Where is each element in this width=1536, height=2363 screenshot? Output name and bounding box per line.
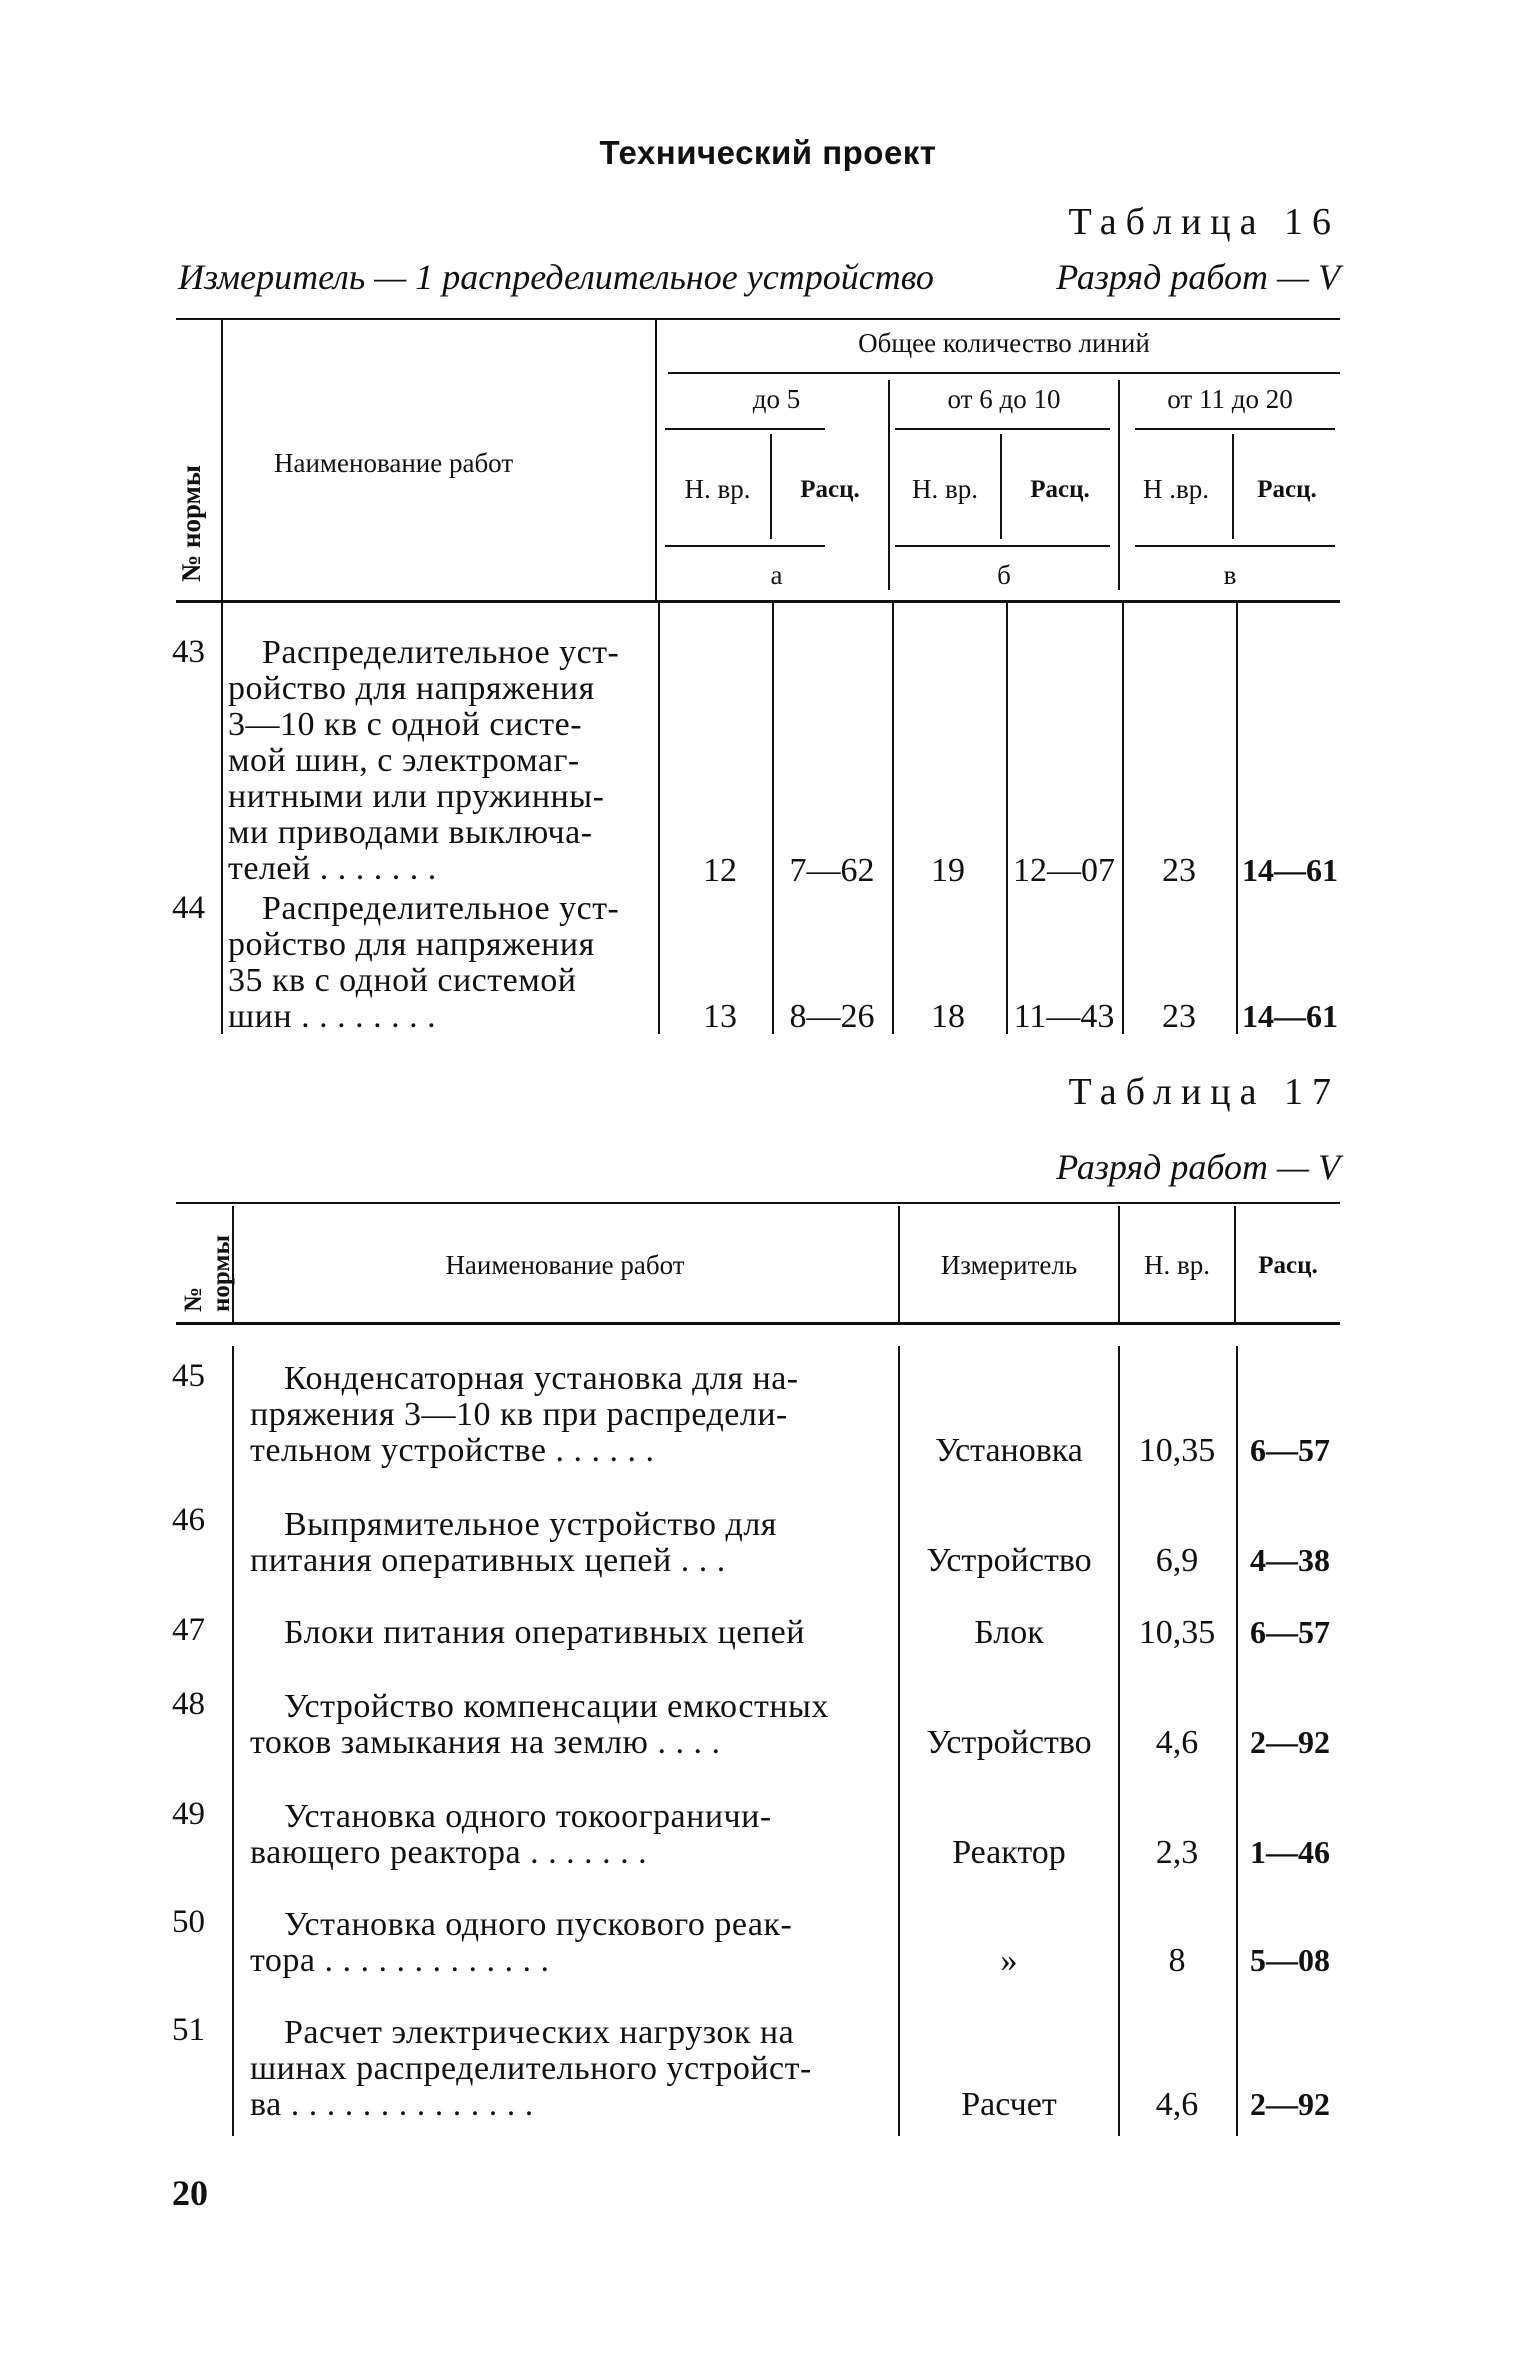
row-number: 46	[172, 1502, 205, 1538]
table16-measure: Измеритель — 1 распределительное устройство	[178, 257, 934, 297]
row-desc-line: Установка одного токоограничи-	[284, 1798, 772, 1835]
value-rate-b: 12—07	[1013, 852, 1115, 889]
row-nvr: 4,6	[1155, 2086, 1199, 2123]
table16-grade: Разряд работ — V	[1056, 257, 1340, 297]
row-rate: 6—57	[1250, 1432, 1330, 1468]
table16-col-name: Наименование работ	[274, 448, 514, 478]
row-desc-line: 3—10 кв с одной систе-	[228, 706, 583, 743]
row-nvr: 4,6	[1155, 1724, 1199, 1761]
table17-col-name: Наименование работ	[445, 1250, 685, 1280]
row-desc-line: пряжения 3—10 кв при распредели-	[250, 1396, 788, 1433]
group-c-h1: Н .вр.	[1143, 474, 1209, 504]
row-desc-line: тельном устройстве . . . . . .	[250, 1432, 655, 1469]
row-desc-line: тора . . . . . . . . . . . . .	[250, 1942, 550, 1979]
row-rate: 2—92	[1250, 2086, 1330, 2122]
row-desc-line: мой шин, с электромаг-	[228, 742, 580, 779]
value-rate-a: 8—26	[789, 998, 875, 1035]
row-nvr: 6,9	[1155, 1542, 1199, 1579]
value-rate-c: 14—61	[1242, 998, 1338, 1034]
page-title: Технический проект	[599, 134, 937, 171]
row-desc-line: Устройство компенсации емкостных	[284, 1688, 829, 1725]
row-desc-line: ва . . . . . . . . . . . . . .	[250, 2086, 534, 2123]
row-desc-line: питания оперативных цепей . . .	[250, 1542, 726, 1579]
row-nvr: 2,3	[1155, 1834, 1199, 1871]
row-number: 51	[172, 2012, 205, 2048]
row-number: 43	[172, 634, 205, 670]
value-nvr-b: 19	[931, 852, 965, 889]
group-a-h1: Н. вр.	[684, 474, 751, 504]
row-desc-line: Распределительное уст-	[262, 890, 620, 927]
value-nvr-c: 23	[1162, 852, 1196, 889]
row-measure: Расчет	[961, 2086, 1057, 2123]
group-b-letter: б	[997, 560, 1011, 590]
row-desc-line: шин . . . . . . . .	[228, 998, 437, 1035]
row-desc-line: ройство для напряжения	[228, 670, 595, 707]
value-rate-a: 7—62	[789, 852, 875, 889]
group-b-range: от 6 до 10	[947, 384, 1061, 414]
row-desc-line: токов замыкания на землю . . . .	[250, 1724, 721, 1761]
row-measure: Устройство	[926, 1542, 1092, 1579]
row-desc-line: Установка одного пускового реак-	[284, 1906, 793, 1943]
table16-col-no: № нормы	[176, 464, 206, 582]
row-measure: Реактор	[952, 1834, 1066, 1871]
table17-caption: Таблица 17	[1068, 1071, 1340, 1113]
row-desc-line: Конденсаторная установка для на-	[284, 1360, 799, 1397]
value-nvr-a: 12	[703, 852, 737, 889]
group-a-letter: а	[770, 560, 783, 590]
row-number: 49	[172, 1796, 205, 1832]
page-number: 20	[172, 2173, 208, 2213]
row-rate: 4—38	[1250, 1542, 1330, 1578]
table17-col-no: № нормы	[180, 1235, 235, 1312]
row-number: 48	[172, 1686, 205, 1722]
row-number: 45	[172, 1358, 205, 1394]
row-desc-line: ройство для напряжения	[228, 926, 595, 963]
group-c-range: от 11 до 20	[1167, 384, 1293, 414]
row-desc-line: Расчет электрических нагрузок на	[284, 2014, 795, 2051]
row-number: 47	[172, 1612, 205, 1648]
group-a-range: до 5	[752, 384, 801, 414]
row-desc-line: 35 кв с одной системой	[228, 962, 577, 999]
value-nvr-b: 18	[931, 998, 965, 1035]
row-desc-line: Блоки питания оперативных цепей	[284, 1614, 805, 1651]
group-a-h2: Расц.	[800, 476, 860, 503]
row-measure: »	[1000, 1942, 1018, 1979]
row-desc-line: ми приводами выключа-	[228, 814, 593, 851]
table17-col-measure: Измеритель	[940, 1250, 1078, 1280]
value-nvr-a: 13	[703, 998, 737, 1035]
row-nvr: 10,35	[1138, 1432, 1216, 1469]
table17-grade: Разряд работ — V	[1056, 1147, 1340, 1187]
row-rate: 1—46	[1250, 1834, 1330, 1870]
row-number: 44	[172, 890, 205, 926]
row-measure: Устройство	[926, 1724, 1092, 1761]
row-desc-line: вающего реактора . . . . . . .	[250, 1834, 648, 1871]
table17-col-nvr: Н. вр.	[1144, 1250, 1210, 1280]
row-measure: Установка	[935, 1432, 1083, 1469]
group-b-h1: Н. вр.	[912, 474, 978, 504]
group-b-h2: Расц.	[1030, 476, 1090, 503]
value-nvr-c: 23	[1162, 998, 1196, 1035]
row-desc-line: Выпрямительное устройство для	[284, 1506, 777, 1543]
row-nvr: 8	[1168, 1942, 1186, 1979]
table17-col-rate: Расц.	[1258, 1252, 1318, 1279]
row-desc-line: телей . . . . . . .	[228, 850, 437, 887]
row-desc-line: нитными или пружинны-	[228, 778, 605, 815]
row-measure: Блок	[974, 1614, 1044, 1651]
table16-group-header: Общее количество линий	[858, 328, 1150, 358]
value-rate-c: 14—61	[1242, 852, 1338, 888]
group-c-letter: в	[1223, 560, 1237, 590]
row-rate: 5—08	[1250, 1942, 1330, 1978]
group-c-h2: Расц.	[1257, 476, 1317, 503]
row-desc-line: шинах распределительного устройст-	[250, 2050, 812, 2087]
value-rate-b: 11—43	[1013, 998, 1115, 1035]
row-rate: 2—92	[1250, 1724, 1330, 1760]
row-desc-line: Распределительное уст-	[262, 634, 620, 671]
row-rate: 6—57	[1250, 1614, 1330, 1650]
table16-caption: Таблица 16	[1068, 201, 1340, 243]
row-number: 50	[172, 1904, 205, 1940]
row-nvr: 10,35	[1138, 1614, 1216, 1651]
